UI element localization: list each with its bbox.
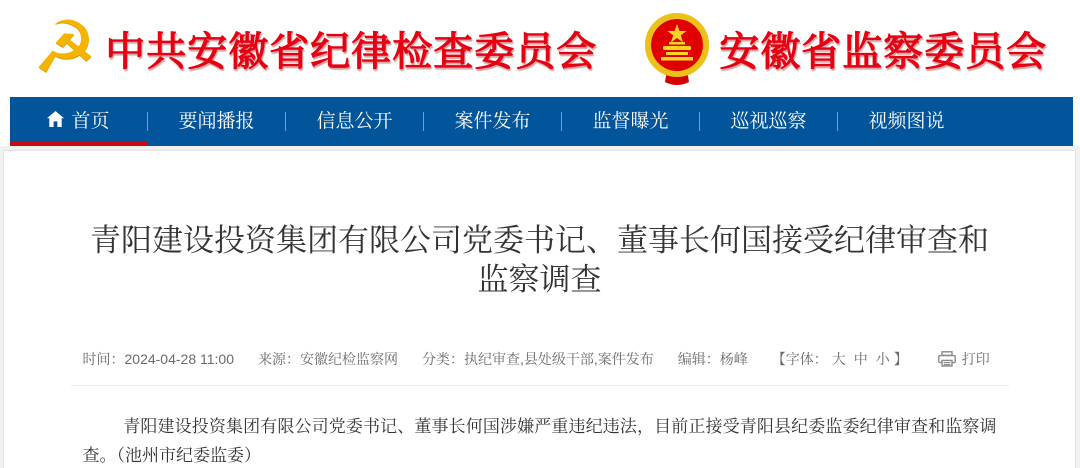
font-size-prefix: 【字体：: [771, 351, 828, 367]
nav-item-label: 首页: [71, 110, 110, 132]
meta-source: 来源：安徽纪检监察网: [258, 351, 398, 367]
supervisory-commission-banner[interactable]: [643, 12, 1047, 86]
discipline-commission-banner[interactable]: [32, 4, 598, 89]
article-container: [3, 150, 1076, 468]
site-top: [0, 0, 1080, 146]
nav-filler: [975, 97, 1073, 146]
print-button[interactable]: [938, 349, 990, 369]
nav-item-home[interactable]: [10, 97, 147, 146]
nav-item-case-release[interactable]: [424, 97, 561, 146]
nav-item-video-gallery[interactable]: [838, 97, 975, 146]
nav-item-info-disclosure[interactable]: [286, 97, 423, 146]
font-size-suffix: 】: [893, 351, 908, 367]
main-navigation: [10, 97, 1073, 146]
printer-icon: [938, 351, 956, 367]
font-size-large-button[interactable]: 大: [831, 351, 846, 367]
national-emblem-icon: [643, 12, 711, 86]
party-emblem-icon: ☭: [32, 4, 98, 89]
nav-item-label: 监督曝光: [592, 110, 669, 132]
nav-item-label: 信息公开: [316, 110, 393, 132]
meta-category: 分类：执纪审查,县处级干部,案件发布: [422, 351, 654, 367]
nav-item-label: 要闻播报: [178, 110, 255, 132]
article-body-paragraph: 青阳建设投资集团有限公司党委书记、董事长何国涉嫌严重违纪违法，目前正接受青阳县纪委监委纪律审查和监察调查。（池州市纪委监委）: [82, 417, 997, 465]
article-meta-bar: [71, 349, 1009, 369]
meta-time: 时间：2024-04-28 11:00: [82, 351, 234, 367]
meta-divider-line: [71, 385, 1009, 386]
home-icon: [47, 111, 64, 127]
print-label: 打印: [961, 351, 990, 367]
meta-editor: 编辑：杨峰: [677, 351, 748, 367]
nav-item-label: 视频图说: [868, 110, 945, 132]
site-header-banner: [0, 0, 1080, 97]
nav-item-inspection-tour[interactable]: [700, 97, 837, 146]
font-size-small-button[interactable]: 小: [875, 351, 890, 367]
nav-item-label: 案件发布: [454, 110, 531, 132]
org1-title: 中共安徽省纪律检查委员会: [105, 30, 598, 74]
font-size-control: [772, 349, 908, 369]
org2-title: 安徽省监察委员会: [719, 30, 1048, 74]
article-title: 青阳建设投资集团有限公司党委书记、董事长何国接受纪律审查和监察调查: [90, 223, 989, 297]
font-size-medium-button[interactable]: 中: [853, 351, 868, 367]
nav-item-label: 巡视巡察: [730, 110, 807, 132]
nav-item-news[interactable]: [148, 97, 285, 146]
nav-item-supervision-exposure[interactable]: [562, 97, 699, 146]
